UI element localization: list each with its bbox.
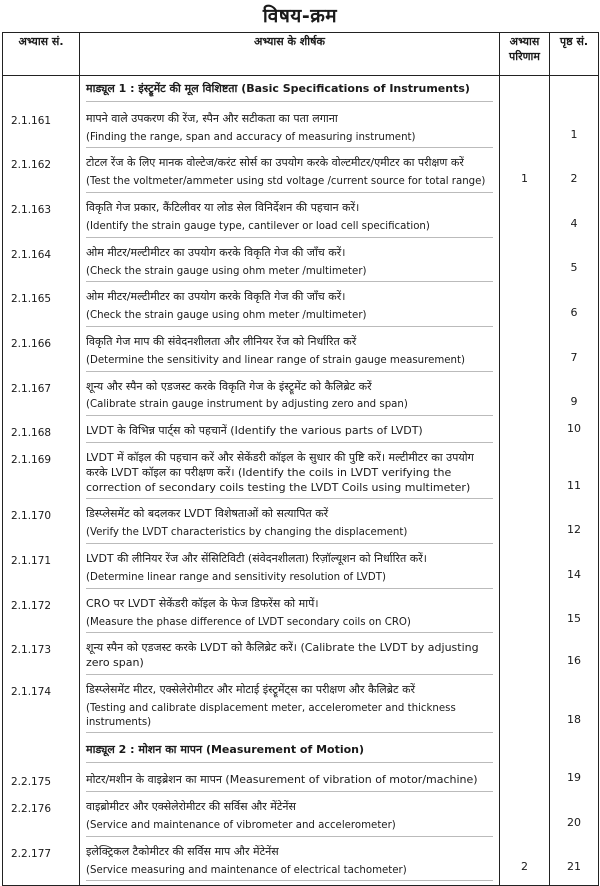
- exercise-title-hindi: डिस्प्लेसमेंट को बदलकर LVDT विशेषताओं को सत्यापित करें: [86, 507, 329, 521]
- header-row: [3, 33, 599, 76]
- exercise-title-english: (Identify the strain gauge type, cantilever or load cell specification): [86, 220, 430, 232]
- page-number: 5: [550, 242, 599, 287]
- page-number: 10: [550, 420, 599, 447]
- exercise-title-english: (Calibrate strain gauge instrument by adjusting zero and span): [86, 399, 408, 411]
- page-number: 12: [550, 503, 599, 548]
- table-row: [3, 197, 599, 242]
- module-1-title: माड्यूल 1 : इंस्ट्रूमेंट की मूल विशिष्टता (Basic Specifications of Instruments): [86, 82, 493, 102]
- table-row: [3, 376, 599, 421]
- exercise-no: 2.1.171: [3, 548, 80, 593]
- exercise-outcome: [500, 376, 550, 421]
- module-2-title: माड्यूल 2 : मोशन का मापन (Measurement of Motion): [86, 743, 493, 763]
- exercise-no: 2.1.169: [3, 447, 80, 504]
- exercise-title-hindi: शून्य स्पैन को एडजस्ट करके LVDT को कैलिब्रेट करें। (Calibrate the LVDT by adjusting zero span): [86, 641, 479, 670]
- exercise-outcome: 1: [500, 152, 550, 197]
- page-number: 19: [550, 769, 599, 796]
- exercise-outcome: [500, 503, 550, 548]
- page-number: 4: [550, 197, 599, 242]
- exercise-no: 2.1.166: [3, 331, 80, 376]
- exercise-no: 2.1.168: [3, 420, 80, 447]
- page-number: 9: [550, 376, 599, 421]
- table-body: [3, 76, 599, 886]
- exercise-title-hindi: ओम मीटर/मल्टीमीटर का उपयोग करके विकृति गेज की जाँच करें।: [86, 290, 346, 304]
- exercise-title-hindi: शून्य और स्पैन को एडजस्ट करके विकृति गेज के इंस्ट्रूमेंट को कैलिब्रेट करें: [86, 379, 372, 393]
- exercise-no: 2.1.162: [3, 152, 80, 197]
- exercise-title-english: (Verify the LVDT characteristics by changing the displacement): [86, 527, 408, 539]
- exercise-no: 2.2.175: [3, 769, 80, 796]
- exercise-outcome: [500, 548, 550, 593]
- exercise-title-english: (Determine the sensitivity and linear range of strain gauge measurement): [86, 354, 465, 366]
- exercise-no: 2.2.177: [3, 841, 80, 886]
- table-row: [3, 420, 599, 447]
- header-exercise-no: अभ्यास सं.: [3, 33, 80, 76]
- page-number: 2: [550, 152, 599, 197]
- exercise-no: 2.1.167: [3, 376, 80, 421]
- table-row: [3, 447, 599, 504]
- page-number: 14: [550, 548, 599, 593]
- exercise-title-english: (Check the strain gauge using ohm meter /multimeter): [86, 310, 367, 322]
- exercise-outcome: [500, 197, 550, 242]
- table-row: [3, 841, 599, 886]
- exercise-title-english: (Determine linear range and sensitivity resolution of LVDT): [86, 571, 386, 583]
- exercise-outcome: [500, 637, 550, 679]
- exercise-no: 2.1.161: [3, 108, 80, 153]
- table-row: [3, 503, 599, 548]
- exercise-outcome: [500, 679, 550, 737]
- exercise-outcome: [500, 242, 550, 287]
- page-number: 6: [550, 286, 599, 331]
- exercise-title-hindi: CRO पर LVDT सेकेंडरी कॉइल के फेज डिफरेंस को मापें।: [86, 596, 319, 610]
- exercise-title-english: (Service and maintenance of vibrometer and accelerometer): [86, 819, 396, 831]
- exercise-outcome: [500, 796, 550, 841]
- page-number: 16: [550, 637, 599, 679]
- exercise-title-hindi: LVDT में कॉइल की पहचान करें और सेकेंडरी कॉइल के सुधार की पुष्टि करें। मल्टीमीटर का उपयोग करके LVDT कॉइल का परीक्षण करें। (Identify the coils in LVDT verifying the correction of secondary coils testing the LVDT Coils using multimeter): [86, 450, 474, 494]
- exercise-title-hindi: इलेक्ट्रिकल टैकोमीटर की सर्विस माप और मेंटेनेंस: [86, 844, 279, 858]
- exercise-no: 2.2.176: [3, 796, 80, 841]
- header-page-no: पृष्ठ सं.: [550, 33, 599, 76]
- page-number: 11: [550, 447, 599, 504]
- table-row: [3, 286, 599, 331]
- table-row: [3, 331, 599, 376]
- exercise-no: 2.1.172: [3, 593, 80, 638]
- exercise-title-hindi: मोटर/मशीन के वाइब्रेशन का मापन (Measurement of vibration of motor/machine): [86, 773, 478, 787]
- exercise-outcome: [500, 420, 550, 447]
- header-exercise-title: अभ्यास के शीर्षक: [80, 33, 500, 76]
- exercise-no: 2.1.164: [3, 242, 80, 287]
- page-number: 18: [550, 679, 599, 737]
- exercise-title-english: (Testing and calibrate displacement meter, accelerometer and thickness instruments): [86, 702, 456, 728]
- module-1-row: [3, 76, 599, 108]
- exercise-no: 2.1.163: [3, 197, 80, 242]
- exercise-outcome: [500, 593, 550, 638]
- page-number: 20: [550, 796, 599, 841]
- exercise-title-hindi: वाइब्रोमीटर और एक्सेलेरोमीटर की सर्विस और मेंटेनेंस: [86, 800, 296, 814]
- module-2-row: [3, 737, 599, 769]
- table-row: [3, 679, 599, 737]
- exercise-title-hindi: विकृति गेज प्रकार, कैंटिलीवर या लोड सेल विनिर्देशन की पहचान करें।: [86, 201, 360, 215]
- exercise-no: 2.1.174: [3, 679, 80, 737]
- exercise-title-english: (Service measuring and maintenance of electrical tachometer): [86, 864, 407, 876]
- table-row: [3, 637, 599, 679]
- exercise-outcome: [500, 108, 550, 153]
- page-number: 1: [550, 108, 599, 153]
- exercise-outcome: [500, 769, 550, 796]
- exercise-title-hindi: डिस्प्लेसमेंट मीटर, एक्सेलेरोमीटर और मोटाई इंस्ट्रूमेंट्स का परीक्षण और कैलिब्रेट करें: [86, 683, 416, 696]
- exercise-outcome: [500, 331, 550, 376]
- exercise-title-english: (Test the voltmeter/ammeter using std voltage /current source for total range): [86, 176, 486, 188]
- exercise-outcome: 2: [500, 841, 550, 886]
- table-row: [3, 242, 599, 287]
- exercise-title-hindi: LVDT की लीनियर रेंज और सेंसिटिविटी (संवेदनशीलता) रिज़ॉल्यूशन को निर्धारित करें।: [86, 552, 427, 566]
- exercise-outcome: [500, 447, 550, 504]
- table-row: [3, 769, 599, 796]
- table-row: [3, 108, 599, 153]
- exercise-title-hindi: मापने वाले उपकरण की रेंज, स्पैन और सटीकता का पता लगाना: [86, 111, 338, 125]
- exercise-no: 2.1.165: [3, 286, 80, 331]
- exercise-title-hindi: LVDT के विभिन्न पार्ट्स को पहचानें (Identify the various parts of LVDT): [86, 424, 423, 438]
- page-number: 15: [550, 593, 599, 638]
- exercise-title-hindi: ओम मीटर/मल्टीमीटर का उपयोग करके विकृति गेज की जाँच करें।: [86, 245, 346, 259]
- table-row: [3, 796, 599, 841]
- exercise-outcome: [500, 286, 550, 331]
- page-number: 7: [550, 331, 599, 376]
- page-title: विषय-क्रम: [262, 5, 338, 27]
- exercise-no: 2.1.173: [3, 637, 80, 679]
- exercise-title-hindi: टोटल रेंज के लिए मानक वोल्टेज/करंट सोर्स का उपयोग करके वोल्टमीटर/एमीटर का परीक्षण करें: [86, 156, 464, 170]
- header-outcome: अभ्यास परिणाम: [500, 33, 550, 76]
- exercise-title-english: (Finding the range, span and accuracy of measuring instrument): [86, 131, 416, 143]
- exercise-title-english: (Check the strain gauge using ohm meter /multimeter): [86, 265, 367, 277]
- exercise-title-english: (Measure the phase difference of LVDT secondary coils on CRO): [86, 616, 411, 628]
- exercise-title-hindi: विकृति गेज माप की संवेदनशीलता और लीनियर रेंज को निर्धारित करें: [86, 334, 357, 348]
- contents-table: [2, 32, 599, 886]
- page-number: 21: [550, 841, 599, 886]
- table-row: [3, 152, 599, 197]
- table-row: [3, 548, 599, 593]
- exercise-no: 2.1.170: [3, 503, 80, 548]
- table-row: [3, 593, 599, 638]
